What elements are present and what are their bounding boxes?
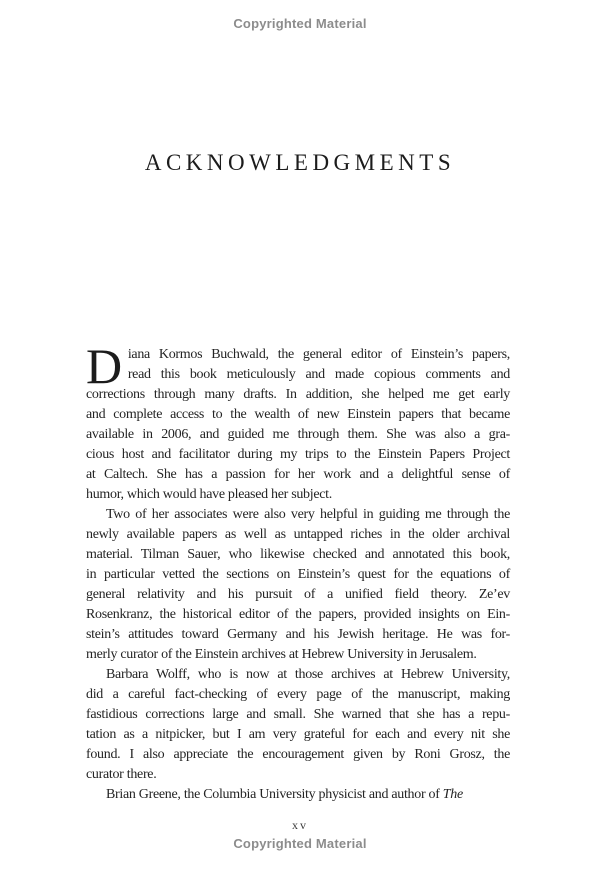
italic-text: The	[442, 787, 463, 802]
drop-cap: D	[86, 338, 122, 394]
text-line: iana Kormos Buchwald, the general editor of Einstein’s papers,	[127, 347, 510, 362]
text-line: corrections through many drafts. In addition, she helped me get early	[86, 387, 510, 402]
paragraph	[86, 665, 510, 785]
copyright-notice-bottom: Copyrighted Material	[233, 836, 367, 851]
regular-text: Brian Greene, the Columbia University physicist and author of	[106, 787, 443, 802]
text-line: did a careful fact-checking of every page of the manuscript, making	[86, 687, 510, 702]
text-line: material. Tilman Sauer, who likewise checked and annotated this book,	[86, 547, 510, 562]
text-line: cious host and facilitator during my trips to the Einstein Papers Project	[86, 447, 510, 462]
text-line: Two of her associates were also very helpful in guiding me through the	[106, 507, 510, 522]
text-line: humor, which would have pleased her subject.	[86, 487, 332, 502]
text-line: found. I also appreciate the encouragement given by Roni Grosz, the	[86, 747, 510, 762]
text-line: fastidious corrections large and small. She warned that she has a repu-	[86, 707, 510, 722]
text-line: at Caltech. She has a passion for her work and a delightful sense of	[86, 467, 510, 482]
text-line: merly curator of the Einstein archives at Hebrew University in Jerusalem.	[86, 647, 477, 662]
copyright-notice-top: Copyrighted Material	[233, 16, 367, 31]
text-line: read this book meticulously and made copious comments and	[127, 367, 510, 382]
text-line: Barbara Wolff, who is now at those archives at Hebrew University,	[106, 667, 510, 682]
text-line: general relativity and his pursuit of a unified field theory. Ze’ev	[86, 587, 510, 602]
text-line: stein’s attitudes toward Germany and his Jewish heritage. He was for-	[86, 627, 510, 642]
page-number: xv	[292, 818, 308, 832]
text-line	[86, 785, 510, 805]
text-line: tation as a nitpicker, but I am very grateful for each and every nit she	[86, 727, 510, 742]
paragraph	[86, 505, 510, 665]
text-line: in particular vetted the sections on Einstein’s quest for the equations of	[86, 567, 510, 582]
paragraph	[86, 785, 510, 805]
text-line: newly available papers as well as untapped riches in the older archival	[86, 527, 510, 542]
chapter-title: ACKNOWLEDGMENTS	[144, 150, 456, 175]
text-line: and complete access to the wealth of new Einstein papers that became	[86, 407, 510, 422]
body-text	[86, 338, 510, 805]
paragraph	[86, 338, 510, 505]
text-line: curator there.	[86, 767, 157, 782]
text-line: available in 2006, and guided me through them. She was also a gra-	[86, 427, 510, 442]
text-line: Rosenkranz, the historical editor of the papers, provided insights on Ein-	[86, 607, 510, 622]
